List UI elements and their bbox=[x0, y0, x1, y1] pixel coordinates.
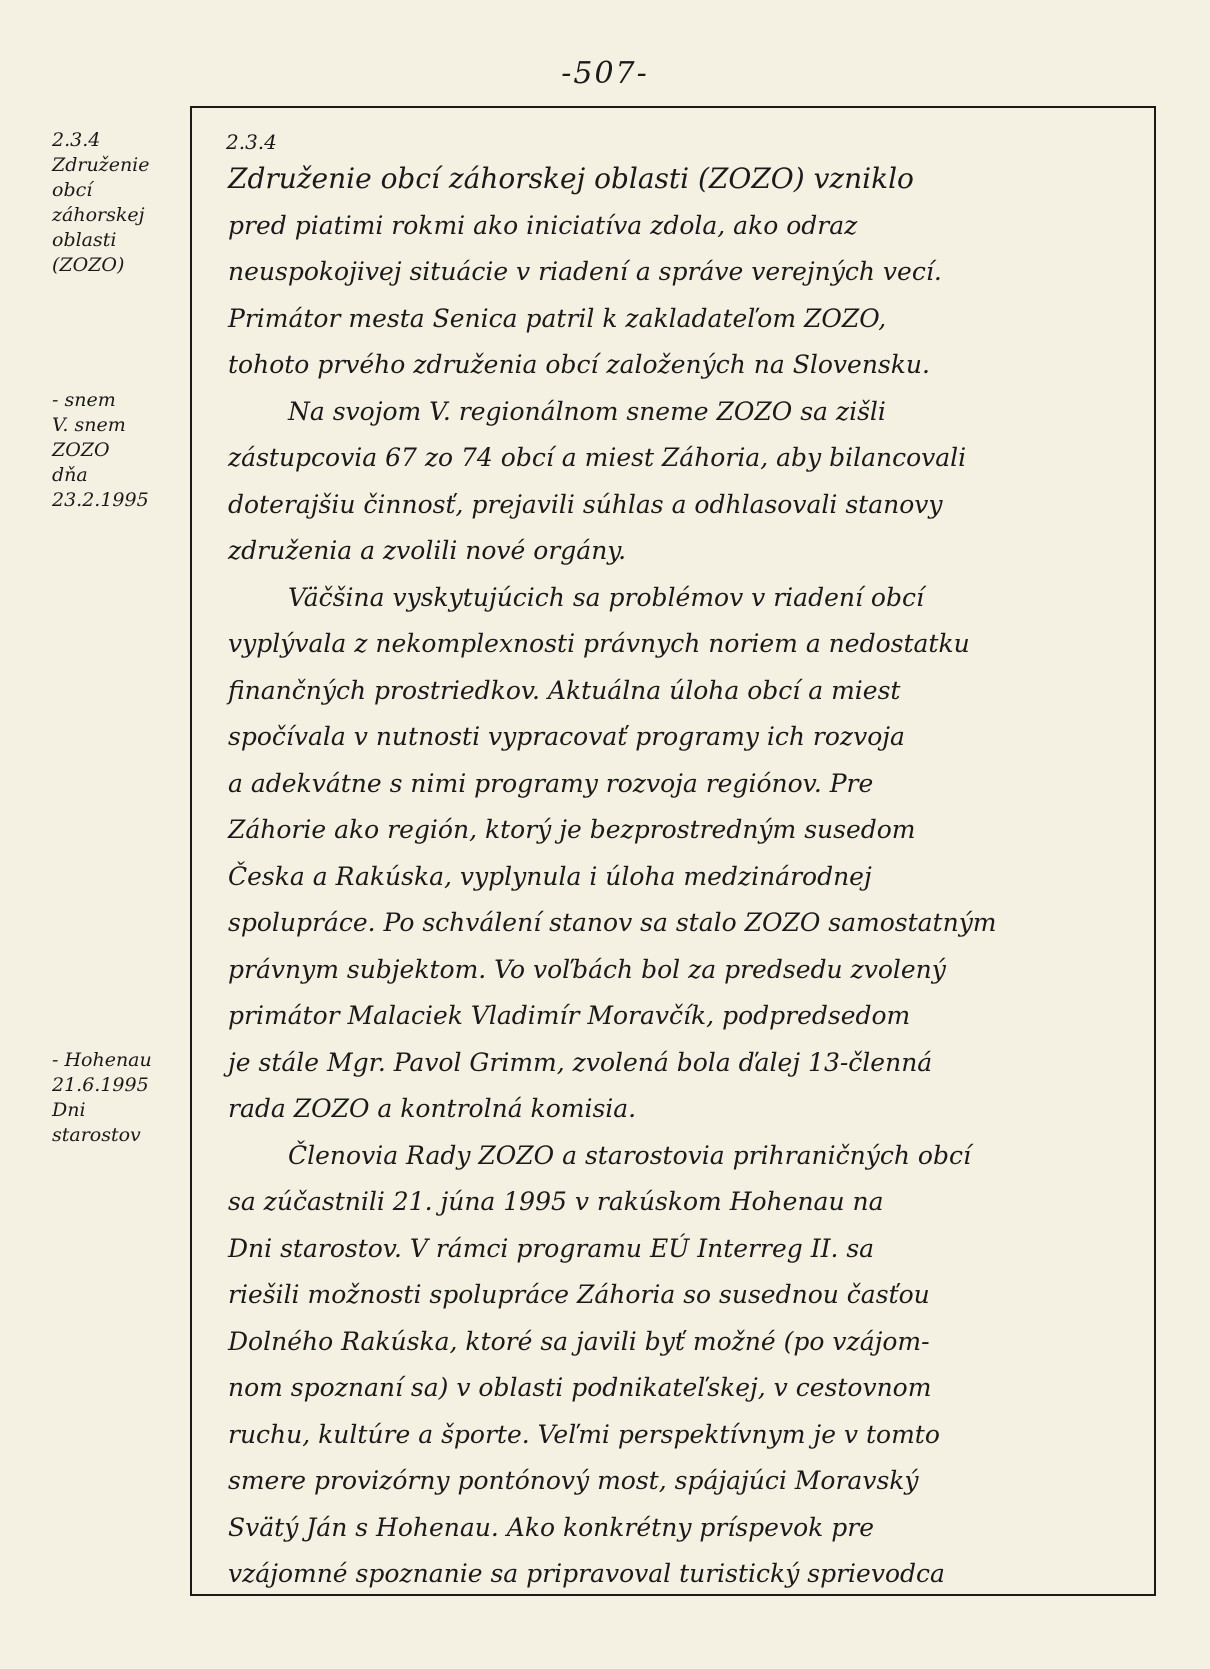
section-number: 2.3.4 bbox=[226, 130, 277, 154]
text-line: je stále Mgr. Pavol Grimm, zvolená bola ďalej 13-členná bbox=[228, 1047, 933, 1077]
margin-note-line: obcí bbox=[52, 179, 93, 201]
text-line: finančných prostriedkov. Aktuálna úloha obcí a miest bbox=[228, 675, 901, 705]
text-line: Dolného Rakúska, ktoré sa javili byť možné (po vzájom- bbox=[228, 1326, 930, 1356]
text-line: Svätý Ján s Hohenau. Ako konkrétny príspevok pre bbox=[228, 1512, 874, 1542]
text-line: Väčšina vyskytujúcich sa problémov v riadení obcí bbox=[288, 582, 924, 612]
text-line: neuspokojivej situácie v riadení a správe verejných vecí. bbox=[228, 257, 942, 286]
text-line: Primátor mesta Senica patril k zakladateľom ZOZO, bbox=[228, 303, 887, 333]
margin-note-line: (ZOZO) bbox=[52, 254, 125, 276]
margin-note-line: V. snem bbox=[52, 414, 126, 436]
margin-note-line: 23.2.1995 bbox=[52, 489, 149, 511]
text-line: sa zúčastnili 21. júna 1995 v rakúskom Hohenau na bbox=[228, 1187, 884, 1216]
text-line: pred piatimi rokmi ako iniciatíva zdola, ako odraz bbox=[228, 210, 858, 240]
text-line: Členovia Rady ZOZO a starostovia prihraničných obcí bbox=[288, 1140, 971, 1170]
text-line: riešili možnosti spolupráce Záhoria so susednou časťou bbox=[228, 1280, 930, 1309]
text-line: doterajšiu činnosť, prejavili súhlas a odhlasovali stanovy bbox=[228, 489, 943, 519]
margin-note-hohenau bbox=[52, 1048, 202, 1148]
margin-note-line: Dni bbox=[52, 1099, 86, 1121]
text-line: nom spoznaní sa) v oblasti podnikateľskej, v cestovnom bbox=[228, 1373, 932, 1402]
text-line: spočívala v nutnosti vypracovať programy ich rozvoja bbox=[228, 722, 905, 751]
chronicle-text bbox=[228, 156, 1128, 1598]
margin-note-line: - Hohenau bbox=[52, 1049, 152, 1071]
text-line: Združenie obcí záhorskej oblasti (ZOZO) vzniklo bbox=[228, 162, 914, 195]
text-line: Česka a Rakúska, vyplynula i úloha medzinárodnej bbox=[228, 861, 872, 891]
text-line: vzájomné spoznanie sa pripravoval turistický sprievodca bbox=[228, 1559, 945, 1588]
text-line: primátor Malaciek Vladimír Moravčík, podpredsedom bbox=[228, 1001, 911, 1030]
margin-note-line: dňa bbox=[52, 464, 88, 486]
text-line: a adekvátne s nimi programy rozvoja regiónov. Pre bbox=[228, 768, 874, 798]
text-line: Na svojom V. regionálnom sneme ZOZO sa zišli bbox=[288, 396, 886, 426]
text-line: vyplývala z nekomplexnosti právnych noriem a nedostatku bbox=[228, 629, 970, 658]
margin-note-zdruzenie bbox=[52, 128, 202, 278]
page-number: -507- bbox=[561, 56, 649, 91]
margin-note-line: oblasti bbox=[52, 229, 117, 251]
text-line: Záhorie ako región, ktorý je bezprostredným susedom bbox=[228, 815, 916, 844]
margin-note-line: 21.6.1995 bbox=[52, 1074, 149, 1096]
margin-note-snem bbox=[52, 388, 202, 513]
margin-note-line: záhorskej bbox=[52, 204, 145, 226]
text-line: ruchu, kultúre a športe. Veľmi perspektívnym je v tomto bbox=[228, 1419, 940, 1449]
text-line: Dni starostov. V rámci programu EÚ Interreg II. sa bbox=[228, 1233, 875, 1263]
text-line: právnym subjektom. Vo voľbách bol za predsedu zvolený bbox=[228, 954, 946, 984]
text-line: rada ZOZO a kontrolná komisia. bbox=[228, 1094, 637, 1123]
text-line: tohoto prvého združenia obcí založených na Slovensku. bbox=[228, 350, 930, 379]
margin-note-line: 2.3.4 bbox=[52, 129, 101, 151]
margin-note-line: Združenie bbox=[52, 154, 150, 176]
margin-note-line: - snem bbox=[52, 389, 116, 411]
text-line: smere provizórny pontónový most, spájajúci Moravský bbox=[228, 1466, 919, 1495]
margin-note-line: starostov bbox=[52, 1124, 141, 1146]
margin-note-line: ZOZO bbox=[52, 439, 110, 461]
text-line: zástupcovia 67 zo 74 obcí a miest Záhoria, aby bilancovali bbox=[228, 443, 967, 472]
text-line: združenia a zvolili nové orgány. bbox=[228, 536, 627, 565]
text-line: spolupráce. Po schválení stanov sa stalo ZOZO samostatným bbox=[228, 908, 997, 937]
